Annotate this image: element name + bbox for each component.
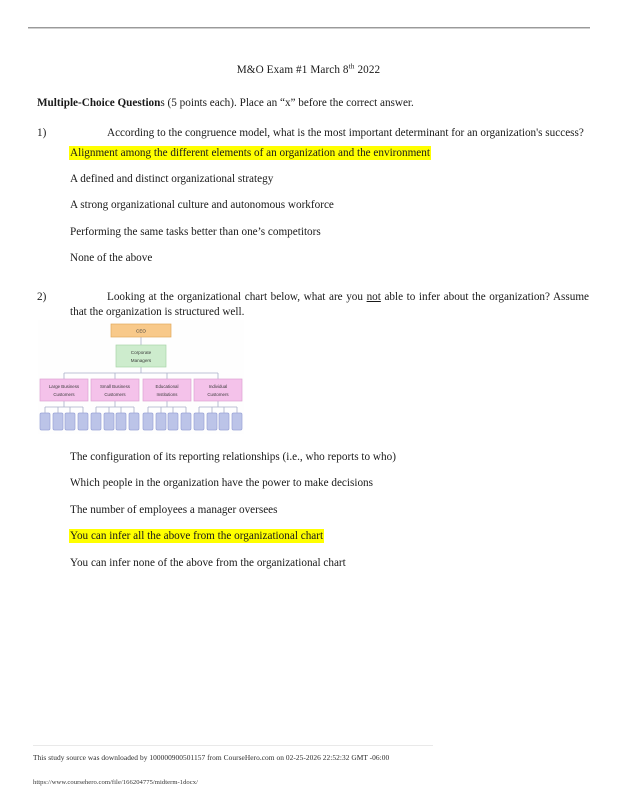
chart-node-unit-label-line1: Educational xyxy=(155,384,179,389)
chart-employee-node xyxy=(207,413,217,430)
page-title-suffix: 2022 xyxy=(354,64,381,76)
chart-node-unit-label-line2: Customers xyxy=(207,392,229,397)
question-1-answers xyxy=(37,147,589,266)
answer-option-label: Alignment among the different elements of an organization and the environment xyxy=(70,146,430,159)
answer-option[interactable] xyxy=(70,226,589,239)
chart-employee-node xyxy=(219,413,229,430)
answer-option-label: A defined and distinct organizational strategy xyxy=(70,173,274,185)
chart-employee-node xyxy=(181,413,191,430)
answer-option[interactable] xyxy=(70,504,570,517)
chart-employee-node xyxy=(91,413,101,430)
chart-node-unit-label-line1: Large Business xyxy=(48,384,80,389)
chart-employee-node xyxy=(143,413,153,430)
answer-option[interactable] xyxy=(70,173,589,186)
answer-option-label: You can infer all the above from the organizational chart xyxy=(70,530,324,543)
question-2-number: 2) xyxy=(37,291,47,303)
chart-employee-node xyxy=(65,413,75,430)
chart-node-unit-small-business xyxy=(91,379,139,401)
question-2-text xyxy=(70,290,589,319)
chart-node-unit-large-business xyxy=(40,379,88,401)
chart-node-unit-label-line2: Institutions xyxy=(156,392,178,397)
chart-employee-node xyxy=(168,413,178,430)
answer-option[interactable] xyxy=(70,477,570,490)
answer-option-label: Performing the same tasks better than one’s competitors xyxy=(70,225,321,238)
chart-node-unit-label-line2: Customers xyxy=(53,392,75,397)
organizational-chart-svg xyxy=(38,320,244,434)
chart-node-unit-label-line2: Customers xyxy=(104,392,126,397)
chart-node-corporate-managers-label-line2: Managers xyxy=(130,358,152,363)
answer-option[interactable] xyxy=(70,557,570,570)
chart-employee-node xyxy=(78,413,88,430)
chart-employee-node xyxy=(53,413,63,430)
chart-node-ceo xyxy=(111,324,171,337)
answer-option-label: Which people in the organization have the power to make decisions xyxy=(70,477,374,490)
answer-option-label: The number of employees a manager oversees xyxy=(70,503,278,516)
instructions-regular-text: s (5 points each). Place an “x” before the correct answer. xyxy=(160,97,414,109)
chart-node-unit-label-line1: Small Business xyxy=(99,384,131,389)
footer-divider xyxy=(33,745,433,746)
organizational-chart-figure xyxy=(38,320,244,434)
answer-option[interactable] xyxy=(70,147,589,160)
chart-employee-node xyxy=(156,413,166,430)
chart-node-unit-individual xyxy=(194,379,242,401)
chart-node-corporate-managers-label-line1: Corporate xyxy=(130,350,152,355)
download-notice: This study source was downloaded by 100000900501157 from CourseHero.com on 02-25-2026 22:52:32 GMT -06:00 xyxy=(33,753,390,762)
question-2-text-emphasis: not xyxy=(366,291,381,303)
chart-employee-node xyxy=(116,413,126,430)
answer-option[interactable] xyxy=(70,252,589,265)
answer-option-label: You can infer none of the above from the organizational chart xyxy=(70,556,346,569)
question-1 xyxy=(37,126,589,279)
answer-option-label: The configuration of its reporting relationships (i.e., who reports to who) xyxy=(70,451,396,463)
question-1-text: According to the congruence model, what is the most important determinant for an organization's success? xyxy=(107,127,584,139)
source-url[interactable]: https://www.coursehero.com/file/166204775/midterm-1docx/ xyxy=(33,779,198,786)
answer-option[interactable] xyxy=(70,530,570,543)
header-divider xyxy=(28,27,590,29)
chart-employee-node xyxy=(129,413,139,430)
chart-node-unit-label-line1: Individual xyxy=(208,384,228,389)
chart-employee-node xyxy=(40,413,50,430)
chart-node-unit-educational xyxy=(143,379,191,401)
chart-employee-node xyxy=(232,413,242,430)
chart-node-ceo-label: CEO xyxy=(136,328,146,334)
question-2-prompt xyxy=(37,290,589,319)
chart-employee-node xyxy=(194,413,204,430)
chart-node-corporate-managers xyxy=(116,345,166,367)
page-title-prefix: M&O Exam #1 March 8 xyxy=(236,64,349,76)
instructions-line xyxy=(37,97,582,109)
question-1-number: 1) xyxy=(37,127,47,139)
chart-employee-node xyxy=(104,413,114,430)
answer-option-label: A strong organizational culture and autonomous workforce xyxy=(70,199,334,212)
question-1-prompt xyxy=(37,126,589,141)
page-title xyxy=(0,61,617,76)
question-2-answers xyxy=(70,451,570,583)
question-2 xyxy=(37,290,589,319)
answer-option[interactable] xyxy=(70,199,589,212)
instructions-bold-text: Multiple-Choice Question xyxy=(37,97,161,109)
question-2-text-part1: Looking at the organizational chart below, what are you xyxy=(107,291,367,303)
answer-option-label: None of the above xyxy=(70,252,153,265)
page-title-superscript: th xyxy=(348,61,355,71)
answer-option[interactable] xyxy=(70,451,570,464)
question-2-text-part2: able to infer about the organization? Assume that the organization is structured well. xyxy=(70,291,589,318)
